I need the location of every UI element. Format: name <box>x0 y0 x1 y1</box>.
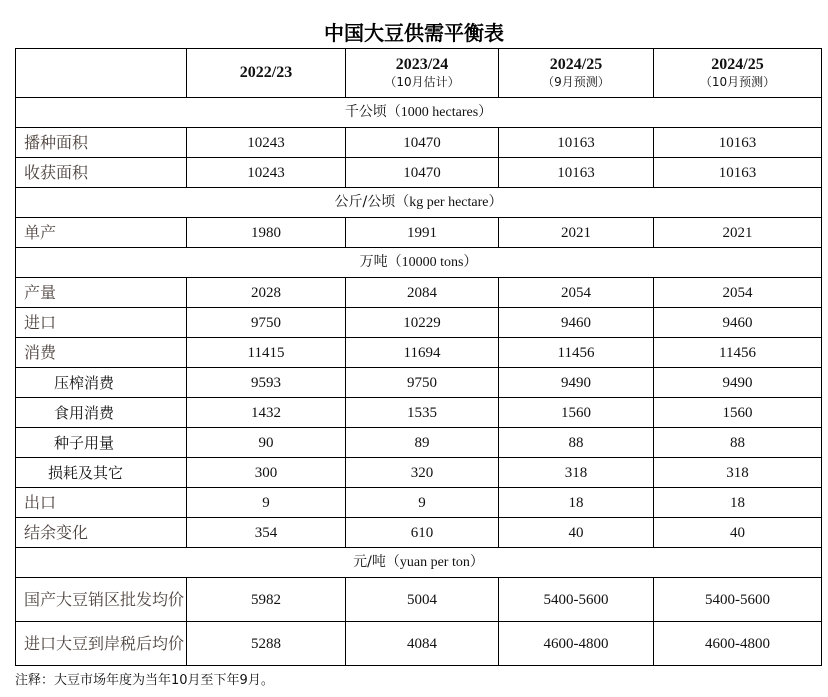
table-row: 单产 1980 1991 2021 2021 <box>16 218 822 248</box>
header-col-2024-25-oct: 2024/25 （10月预测） <box>654 49 822 98</box>
row-label: 出口 <box>16 488 187 518</box>
section-yield-unit: 公斤/公顷（kg per hectare） <box>16 188 822 218</box>
row-label: 结余变化 <box>16 518 187 548</box>
header-row <box>16 49 822 98</box>
header-empty-cell <box>16 49 187 98</box>
footnote: 注释：大豆市场年度为当年10月至下年9月。 <box>15 673 274 688</box>
row-sublabel: 损耗及其它 <box>16 458 187 488</box>
row-label: 国产大豆销区批发均价 <box>16 578 187 622</box>
row-label: 收获面积 <box>16 158 187 188</box>
table-row: 进口 9750 10229 9460 9460 <box>16 308 822 338</box>
supply-demand-table <box>15 48 822 666</box>
table-row: 进口大豆到岸税后均价 5288 4084 4600-4800 4600-4800 <box>16 622 822 666</box>
section-volume-unit: 万吨（10000 tons） <box>16 248 822 278</box>
row-label: 进口 <box>16 308 187 338</box>
header-col-2024-25-sep: 2024/25 （9月预测） <box>499 49 654 98</box>
table-row: 食用消费 1432 1535 1560 1560 <box>16 398 822 428</box>
header-col-2022-23: 2022/23 <box>187 49 346 98</box>
row-label: 播种面积 <box>16 128 187 158</box>
table-row: 种子用量 90 89 88 88 <box>16 428 822 458</box>
table-row: 国产大豆销区批发均价 5982 5004 5400-5600 5400-5600 <box>16 578 822 622</box>
table-row: 播种面积 10243 10470 10163 10163 <box>16 128 822 158</box>
row-label: 产量 <box>16 278 187 308</box>
table-row: 出口 9 9 18 18 <box>16 488 822 518</box>
row-sublabel: 压榨消费 <box>16 368 187 398</box>
table-row: 结余变化 354 610 40 40 <box>16 518 822 548</box>
row-label: 单产 <box>16 218 187 248</box>
row-sublabel: 种子用量 <box>16 428 187 458</box>
table-row: 产量 2028 2084 2054 2054 <box>16 278 822 308</box>
page-title: 中国大豆供需平衡表 <box>324 21 504 45</box>
section-price-unit: 元/吨（yuan per ton） <box>16 548 822 578</box>
row-sublabel: 食用消费 <box>16 398 187 428</box>
table-row: 收获面积 10243 10470 10163 10163 <box>16 158 822 188</box>
table-row: 压榨消费 9593 9750 9490 9490 <box>16 368 822 398</box>
header-col-2023-24: 2023/24 （10月估计） <box>346 49 499 98</box>
section-area-unit: 千公顷（1000 hectares） <box>16 98 822 128</box>
row-label: 消费 <box>16 338 187 368</box>
row-label: 进口大豆到岸税后均价 <box>16 622 187 666</box>
table-row: 消费 11415 11694 11456 11456 <box>16 338 822 368</box>
table-row: 损耗及其它 300 320 318 318 <box>16 458 822 488</box>
